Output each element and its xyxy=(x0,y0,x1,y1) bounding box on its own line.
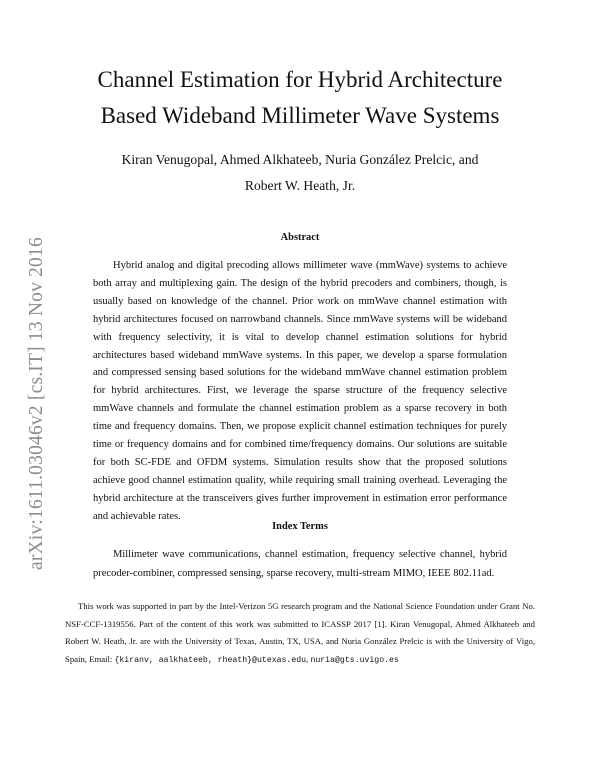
paper-title xyxy=(60,62,540,134)
email-separator: , xyxy=(306,653,311,664)
arxiv-stamp xyxy=(6,210,46,570)
authors-line-2: Robert W. Heath, Jr. xyxy=(244,178,356,193)
footnote xyxy=(65,598,535,669)
abstract-text: Hybrid analog and digital precoding allows millimeter wave (mmWave) systems to achieve both array and multiplexing gain. The design of the hybrid precoders and combiners, though, is usually based on knowledge of the channel. Prior work on mmWave channel estimation with hybrid architectures focused on narrowband channels. Since mmWave systems will be wideband with frequency selectivity, it is vital to develop channel estimation solutions for hybrid architectures based wideband mmWave systems. In this paper, we develop a sparse formulation and compressed sensing based solutions for the wideband mmWave channel estimation problem for hybrid architectures. First, we leverage the sparse structure of the frequency selective mmWave channels and formulate the channel estimation problem as a sparse recovery in both time and frequency domains. Then, we propose explicit channel estimation techniques for purely time or frequency domains and for combined time/frequency domains. Our solutions are suitable for both SC-FDE and OFDM systems. Simulation results show that the proposed solutions achieve good channel estimation quality, while requiring small training overhead. Leveraging the hybrid architecture at the transceivers gives further improvement in estimation error performance and achievable rates. xyxy=(93,260,507,522)
footnote-text: This work was supported in part by the Intel-Verizon 5G research program and the National Science Foundation under Grant No. NSF-CCF-1319556. Part of the content of this work was submitted to ICASSP 2017 [1]. Kiran Venugopal, Ahmed Alkhateeb and Robert W. Heath, Jr. are with the University of Texas, Austin, TX, USA, and Nuria González Prelcic is with the University of Vigo, Spain, Email: xyxy=(65,601,535,664)
arxiv-identifier[interactable]: arXiv:1611.03046v2 [cs.IT] 13 Nov 2016 xyxy=(26,237,47,570)
title-line-1: Channel Estimation for Hybrid Architecture xyxy=(97,67,503,92)
title-line-2: Based Wideband Millimeter Wave Systems xyxy=(100,103,500,128)
email-utexas-link[interactable]: {kiranv, aalkhateeb, rheath}@utexas.edu xyxy=(114,655,307,665)
authors-line-1: Kiran Venugopal, Ahmed Alkhateeb, Nuria González Prelcic, and xyxy=(121,152,479,167)
author-list xyxy=(60,147,540,199)
index-terms-text: Millimeter wave communications, channel estimation, frequency selective channel, hybrid precoder-combiner, compressed sensing, sparse recovery, multi-stream MIMO, IEEE 802.11ad. xyxy=(93,549,507,579)
index-terms-heading: Index Terms xyxy=(272,521,328,532)
abstract-heading: Abstract xyxy=(280,232,320,243)
email-uvigo-link[interactable]: nuria@gts.uvigo.es xyxy=(310,655,399,665)
